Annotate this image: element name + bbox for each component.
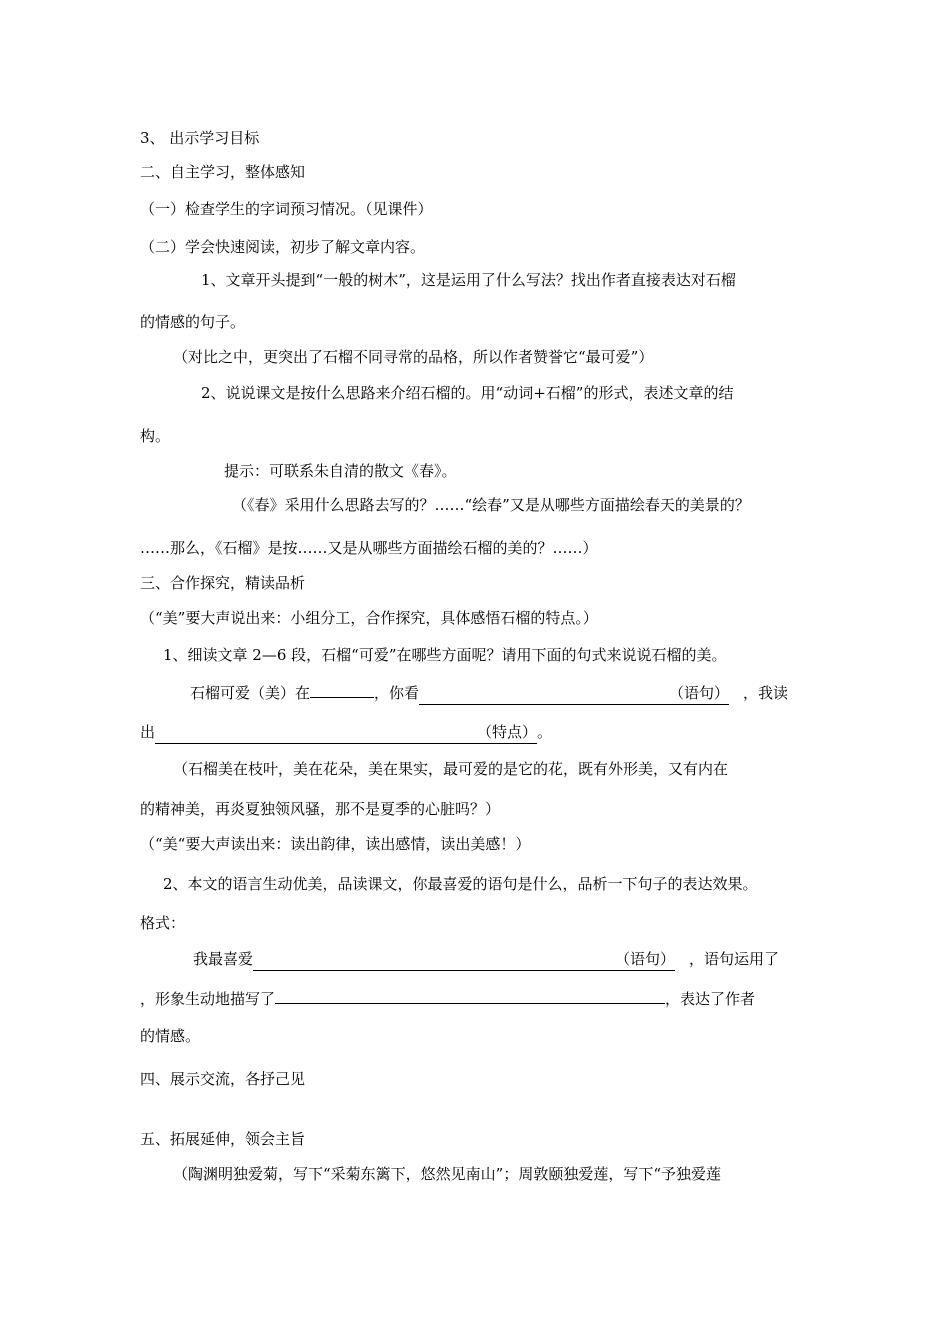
section-five-heading: 五、拓展延伸，领会主旨	[140, 1130, 306, 1148]
question-two: 2、说说课文是按什么思路来介绍石榴的。用“动词+石榴”的形式，表述文章的结	[201, 384, 734, 402]
hint-line: 提示：可联系朱自清的散文《春》。	[224, 462, 457, 480]
blank-label: （语句）	[669, 684, 730, 702]
question-one-cont: 的情感的句子。	[140, 313, 246, 331]
blank-feature[interactable]	[155, 721, 537, 744]
answer-three: （石榴美在枝叶，美在花朵，美在果实，最可爱的是它的花，既有外形美，又有内在	[173, 760, 729, 778]
hint-detail: （《春》采用什么思路去写的？……“绘春”又是从哪些方面描绘春天的美景的？	[232, 496, 750, 514]
group-task-note: （“美”要大声说出来：小组分工，合作探究，具体感悟石榴的特点。）	[140, 609, 598, 627]
fill-in-sentence-1	[190, 682, 788, 705]
question-two-cont: 构。	[140, 427, 171, 445]
fill-text: ，我读	[743, 684, 789, 702]
fill-text: 石榴可爱（美）在	[190, 684, 311, 702]
hint-detail-cont: ……那么，《石榴》是按……又是从哪些方面描绘石榴的美的？……）	[140, 539, 598, 557]
fill-in-sentence-2	[140, 721, 552, 744]
blank-label: （特点）	[477, 723, 538, 741]
blank-favorite-sentence[interactable]	[253, 948, 675, 971]
fill-in-sentence-5: 的情感。	[140, 1027, 201, 1045]
subsection-two: （二）学会快速阅读，初步了解文章内容。	[140, 238, 426, 256]
fill-text: 。	[537, 723, 553, 741]
question-four: 2、本文的语言生动优美，品读课文，你最喜爱的语句是什么，品析一下句子的表达效果。	[163, 875, 758, 893]
subsection-one: （一）检查学生的字词预习情况。（见课件）	[140, 200, 433, 218]
answer-one: （对比之中，更突出了石榴不同寻常的品格，所以作者赞誉它“最可爱”）	[173, 348, 654, 366]
learning-goals-line: 3、 出示学习目标	[140, 129, 260, 147]
fill-text: 出	[140, 723, 156, 741]
blank-label: （语句）	[615, 950, 676, 968]
question-three: 1、细读文章 2—6 段，石榴“可爱”在哪些方面呢？请用下面的句式来说说石榴的美。	[163, 646, 727, 664]
section-three-heading: 三、合作探究，精读品析	[140, 574, 306, 592]
fill-text: 我最喜爱	[193, 950, 254, 968]
blank-aspect[interactable]	[310, 682, 374, 698]
format-label: 格式：	[140, 914, 186, 932]
fill-in-sentence-4	[140, 988, 755, 1010]
blank-sentence[interactable]	[419, 682, 729, 705]
fill-text: ，表达了作者	[665, 990, 756, 1008]
fill-text: ，形象生动地描写了	[140, 990, 276, 1008]
extension-note: （陶渊明独爱菊，写下“采菊东篱下，悠然见南山”；周敦颐独爱莲，写下“予独爱莲	[173, 1165, 722, 1183]
section-four-heading: 四、展示交流，各抒己见	[140, 1070, 306, 1088]
section-two-heading: 二、自主学习，整体感知	[140, 163, 306, 181]
fill-in-sentence-3	[193, 948, 779, 971]
fill-text: ，你看	[374, 684, 420, 702]
question-one: 1、文章开头提到“一般的树木”，这是运用了什么写法？找出作者直接表达对石榴	[201, 271, 736, 289]
fill-text: ，语句运用了	[689, 950, 780, 968]
blank-description[interactable]	[275, 988, 665, 1004]
read-aloud-note: （“美“要大声读出来：读出韵律，读出感情，读出美感！）	[140, 835, 531, 853]
answer-three-cont: 的精神美，再炎夏独领风骚，那不是夏季的心脏吗？）	[140, 800, 501, 818]
